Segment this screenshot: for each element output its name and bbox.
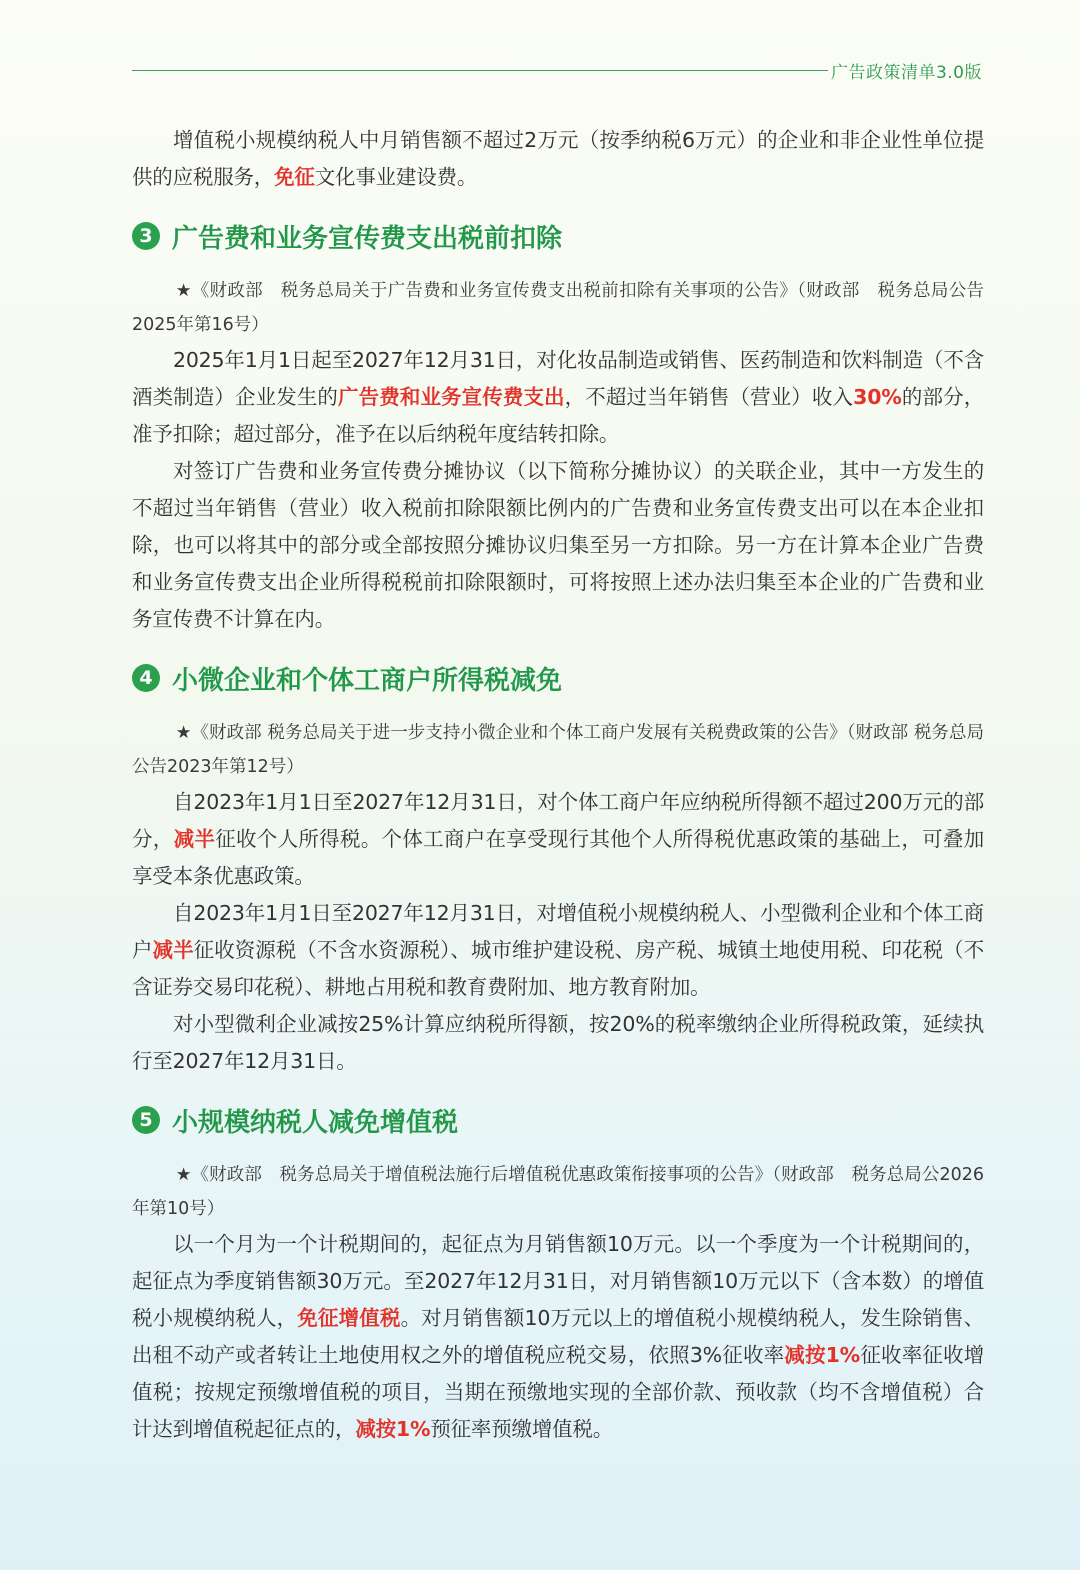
body-paragraph: [132, 342, 984, 453]
highlight-text: 广告费和业务宣传费支出: [338, 385, 565, 409]
section-number-badge: 3: [132, 222, 160, 250]
section-title: 广告费和业务宣传费支出税前扣除: [172, 223, 563, 254]
highlight-text: 免征: [274, 165, 315, 189]
body-paragraph: [132, 895, 984, 1006]
section-title: 小规模纳税人减免增值税: [172, 1107, 459, 1138]
text-run: 征收个人所得税。个体工商户在享受现行其他个人所得税优惠政策的基础上，可叠加享受本条优惠政策。: [132, 827, 984, 888]
text-run: 。对月销售额10万元以上的增值税小规模纳税人，发生除销售、出租不动产或者转让土地使用权之外的增值税应税交易，依照3%征收率: [132, 1306, 984, 1367]
section-4-heading: [132, 658, 984, 698]
section-5-heading: [132, 1100, 984, 1140]
section-title: 小微企业和个体工商户所得税减免: [172, 665, 563, 696]
text-run: 征收资源税（不含水资源税）、城市维护建设税、房产税、城镇土地使用税、印花税（不含证券交易印花税）、耕地占用税和教育费附加、地方教育附加。: [132, 938, 984, 999]
body-paragraph: [132, 1226, 984, 1448]
policy-reference: ★《财政部 税务总局关于广告费和业务宣传费支出税前扣除有关事项的公告》（财政部 税务总局公告2025年第16号）: [132, 281, 984, 335]
policy-reference: ★《财政部 税务总局关于进一步支持小微企业和个体工商户发展有关税费政策的公告》（财政部 税务总局公告2023年第12号）: [132, 723, 984, 777]
header-title: 广告政策清单3.0版: [830, 63, 982, 83]
text-run: ，不超过当年销售（营业）收入: [564, 385, 854, 409]
highlight-text: 减按1%: [355, 1417, 431, 1441]
text-run: 预征率预缴增值税。: [430, 1417, 614, 1441]
highlight-text: 减半: [173, 827, 216, 851]
highlight-text: 减半: [152, 938, 194, 962]
highlight-text: 30%: [853, 385, 902, 409]
text-run: 以一个月为一个计税期间的，起征点为月销售额10万元。以一个季度为一个计税期间的，起征点为季度销售额30万元。至2027年12月31日，对月销售额10万元以下（含本数）的增值税小规模纳税人，: [132, 1232, 984, 1330]
body-paragraph: [132, 784, 984, 895]
section-number-badge: 4: [132, 664, 160, 692]
text-run: 增值税小规模纳税人中月销售额不超过2万元（按季纳税6万元）的企业和非企业性单位提供的应税服务，: [132, 128, 984, 189]
page-content: [132, 122, 984, 1448]
body-paragraph: 对签订广告费和业务宣传费分摊协议（以下简称分摊协议）的关联企业，其中一方发生的不超过当年销售（营业）收入税前扣除限额比例内的广告费和业务宣传费支出可以在本企业扣除，也可以将其中的部分或全部按照分摊协议归集至另一方扣除。另一方在计算本企业广告费和业务宣传费支出企业所得税税前扣除限额时，可将按照上述办法归集至本企业的广告费和业务宣传费不计算在内。: [132, 459, 984, 631]
text-run: 2025年1月1日起至2027年12月31日，对化妆品制造或销售、医药制造和饮料制造（不含酒类制造）企业发生的: [132, 348, 984, 409]
section-3-heading: [132, 216, 984, 256]
policy-reference: ★《财政部 税务总局关于增值税法施行后增值税优惠政策衔接事项的公告》（财政部 税务总局公2026年第10号）: [132, 1165, 984, 1219]
text-run: 文化事业建设费。: [314, 165, 478, 189]
text-run: 自2023年1月1日至2027年12月31日，对增值税小规模纳税人、小型微利企业和个体工商户: [132, 901, 984, 962]
highlight-text: 减按1%: [784, 1343, 861, 1367]
body-paragraph: 对小型微利企业减按25%计算应纳税所得额，按20%的税率缴纳企业所得税政策，延续执行至2027年12月31日。: [132, 1012, 984, 1073]
intro-paragraph: [132, 122, 984, 196]
highlight-text: 免征增值税: [297, 1306, 401, 1330]
section-number-badge: 5: [132, 1106, 160, 1134]
text-run: 自2023年1月1日至2027年12月31日，对个体工商户年应纳税所得额不超过200万元的部分，: [132, 790, 984, 851]
header-divider: [132, 70, 828, 71]
text-run: 征收率征收增值税；按规定预缴增值税的项目，当期在预缴地实现的全部价款、预收款（均不含增值税）合计达到增值税起征点的，: [132, 1343, 984, 1441]
text-run: 的部分，准予扣除；超过部分，准予在以后纳税年度结转扣除。: [132, 385, 985, 446]
